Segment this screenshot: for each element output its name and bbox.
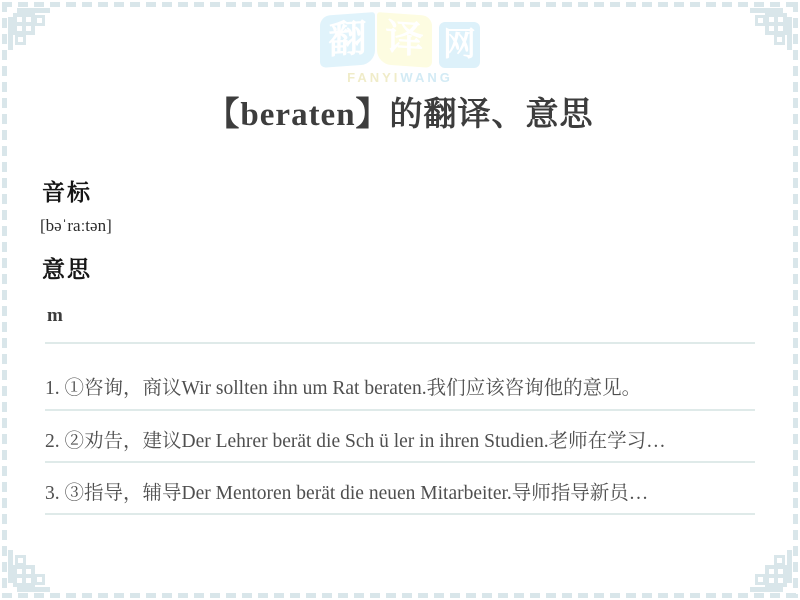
site-logo <box>320 14 480 84</box>
meaning-heading: 意思 <box>42 257 92 282</box>
frame-border-bottom <box>2 593 798 598</box>
meaning-entry: 3. ③指导，辅导Der Mentoren berät die neuen Mitarbeiter.导师指导新员… <box>45 483 649 504</box>
logo-latin-wang: WANG <box>400 70 453 85</box>
logo-latin-fanyi: FANYI <box>347 70 401 85</box>
table-divider <box>45 461 755 463</box>
frame-border-top <box>2 2 798 7</box>
logo-char-yi-text: 译 <box>385 17 424 63</box>
logo-char-yi <box>377 12 432 68</box>
logo-char-wang <box>439 22 480 68</box>
logo-char-fan-text: 翻 <box>328 17 367 63</box>
logo-latin-name <box>320 71 480 84</box>
corner-fret-icon <box>4 550 50 596</box>
part-of-speech-label: m <box>47 305 63 326</box>
phonetic-value: [bəˈraːtən] <box>40 216 112 235</box>
logo-book-icon <box>320 14 480 68</box>
table-divider <box>45 409 755 411</box>
corner-fret-icon <box>750 4 796 50</box>
page-title: 【beraten】的翻译、意思 <box>206 97 594 133</box>
corner-fret-icon <box>4 4 50 50</box>
phonetic-heading: 音标 <box>42 180 92 205</box>
logo-char-fan <box>320 12 375 68</box>
logo-char-wang-text: 网 <box>442 26 476 63</box>
corner-fret-icon <box>750 550 796 596</box>
meaning-entry: 2. ②劝告，建议Der Lehrer berät die Sch ü ler in ihren Studien.老师在学习… <box>45 431 666 452</box>
table-divider <box>45 342 755 344</box>
table-divider <box>45 513 755 515</box>
meaning-entry: 1. ①咨询，商议Wir sollten ihn um Rat beraten.我们应该咨询他的意见。 <box>45 378 642 399</box>
